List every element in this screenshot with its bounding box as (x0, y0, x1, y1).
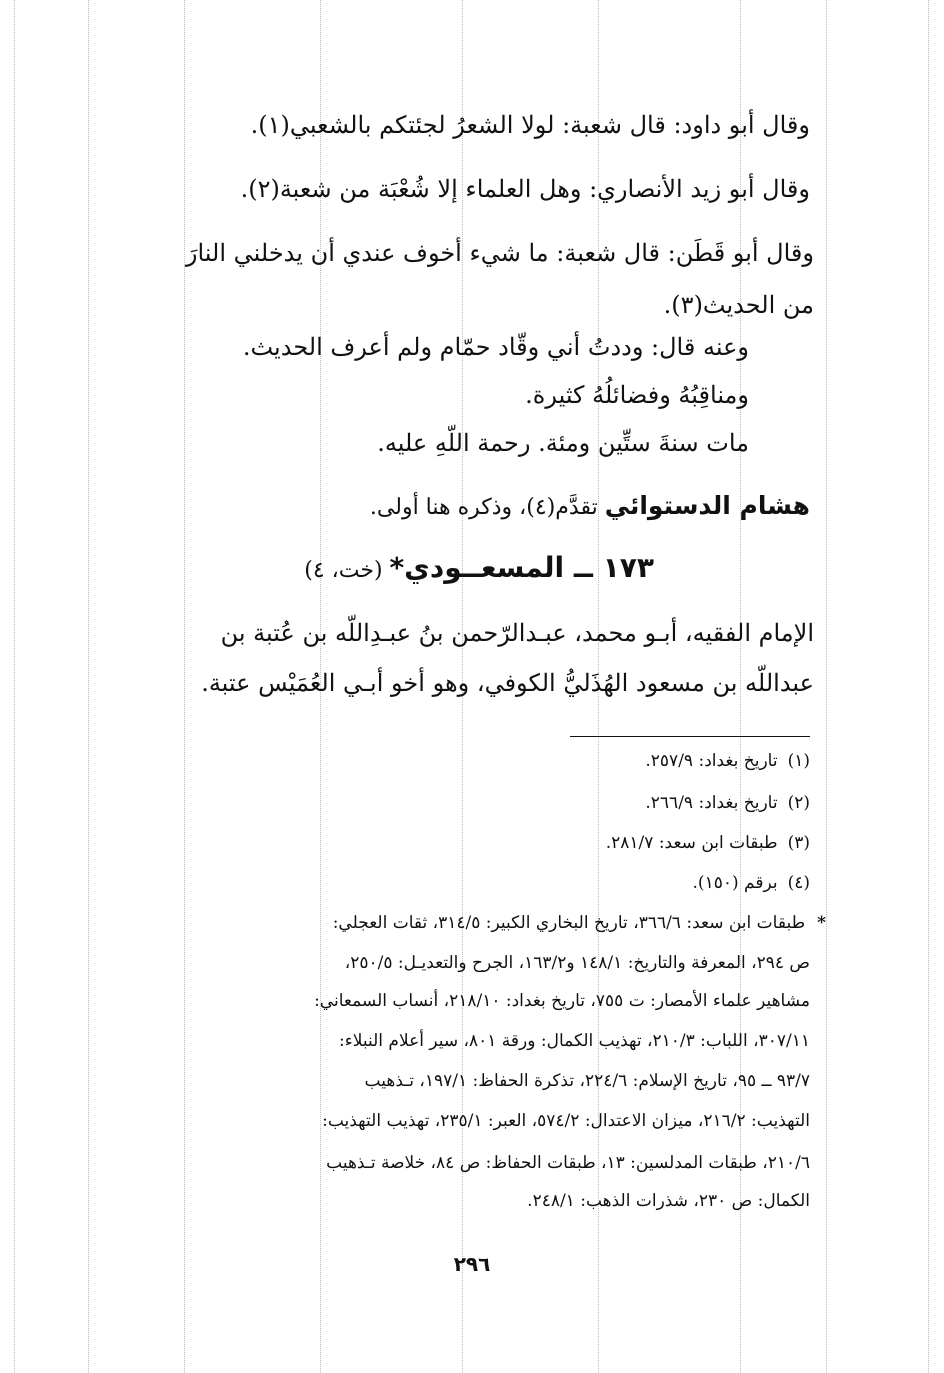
star-note-text: طبقات ابن سعد: ٣٦٦/٦، تاريخ البخاري الكبير: ٣١٤/٥، ثقات العجلي: (332, 913, 806, 933)
star-note-line (126, 906, 826, 940)
scan-guide-line (14, 0, 15, 1373)
star-marker: * (817, 913, 826, 933)
entry-codes: (خت، ٤) (304, 558, 390, 583)
star-note-line: ٣٠٧/١١، اللباب: ٢١٠/٣، تهذيب الكمال: ورقة ٨٠١، سير أعلام النبلاء: (338, 1031, 810, 1051)
footnote (130, 870, 810, 896)
footnote-text: برقم (١٥٠). (692, 873, 778, 893)
footnote (130, 748, 810, 774)
footnote-text: طبقات ابن سعد: ٢٨١/٧. (605, 833, 778, 853)
footnote-number: (٢) (787, 793, 810, 813)
scan-guide-line (928, 0, 929, 1373)
body-line: وقال أبو داود: قال شعبة: لولا الشعرُ لجئتكم بالشعبي(١). (250, 111, 810, 139)
footnote-number: (٤) (787, 873, 810, 893)
body-line: وقال أبو قَطَن: قال شعبة: ما شيء أخوف عندي أن يدخلني النارَ (185, 239, 814, 267)
footnote-number: (٣) (787, 833, 810, 853)
footnote (130, 830, 810, 856)
body-line: وعنه قال: وددتُ أني وقّاد حمّام ولم أعرف الحديث. (242, 333, 749, 361)
entry-number-title: ١٧٣ ــ المسعــودي* (389, 551, 654, 584)
star-note-line: ٩٣/٧ ــ ٩٥، تاريخ الإسلام: ٢٢٤/٦، تذكرة الحفاظ: ١٩٧/١، تـذهيب (364, 1071, 810, 1091)
body-line: من الحديث(٣). (663, 291, 814, 319)
star-note-line: ص ٢٩٤، المعرفة والتاريخ: ١٤٨/١ و١٦٣/٢، الجرح والتعديـل: ٢٥٠/٥، (344, 953, 810, 973)
footnote (130, 790, 810, 816)
hisham-name: هشام الدستوائي (604, 491, 810, 520)
body-line: مات سنةَ ستِّين ومئة. رحمة اللّهِ عليه. (377, 429, 749, 457)
entry-heading (304, 548, 654, 591)
star-note-line: الكمال: ص ٢٣٠، شذرات الذهب: ٢٤٨/١. (527, 1191, 810, 1211)
page-number: ٢٩٦ (453, 1252, 491, 1276)
footnote-text: تاريخ بغداد: ٢٦٦/٩. (645, 793, 778, 813)
star-note-line: مشاهير علماء الأمصار: ت ٧٥٥، تاريخ بغداد: ٢١٨/١٠، أنساب السمعاني: (314, 991, 810, 1011)
scan-guide-line (88, 0, 89, 1373)
footnote-rule (570, 736, 810, 737)
hisham-line (370, 488, 810, 526)
star-note-line: ٢١٠/٦، طبقات المدلسين: ١٣، طبقات الحفاظ: ص ٨٤، خلاصة تـذهيب (326, 1153, 810, 1173)
body-line: ومناقِبُهُ وفضائلُهُ كثيرة. (525, 381, 749, 409)
footnote-number: (١) (787, 751, 810, 771)
bio-line: الإمام الفقيه، أبـو محمد، عبـدالرّحمن بنُ عبـدِاللّه بن عُتبة بن (220, 619, 814, 647)
body-line: وقال أبو زيد الأنصاري: وهل العلماء إلا شُعْبَة من شعبة(٢). (240, 175, 810, 203)
bio-line: عبداللّه بن مسعود الهُذَليُّ الكوفي، وهو أخو أبـي العُمَيْس عتبة. (201, 669, 814, 697)
scan-guide-line (826, 0, 827, 1373)
star-note-line: التهذيب: ٢١٦/٢، ميزان الاعتدال: ٥٧٤/٢، العبر: ٢٣٥/١، تهذيب التهذيب: (322, 1111, 810, 1131)
footnote-text: تاريخ بغداد: ٢٥٧/٩. (645, 751, 778, 771)
hisham-rest: تقدَّم(٤)، وذكره هنا أولى. (369, 495, 605, 520)
